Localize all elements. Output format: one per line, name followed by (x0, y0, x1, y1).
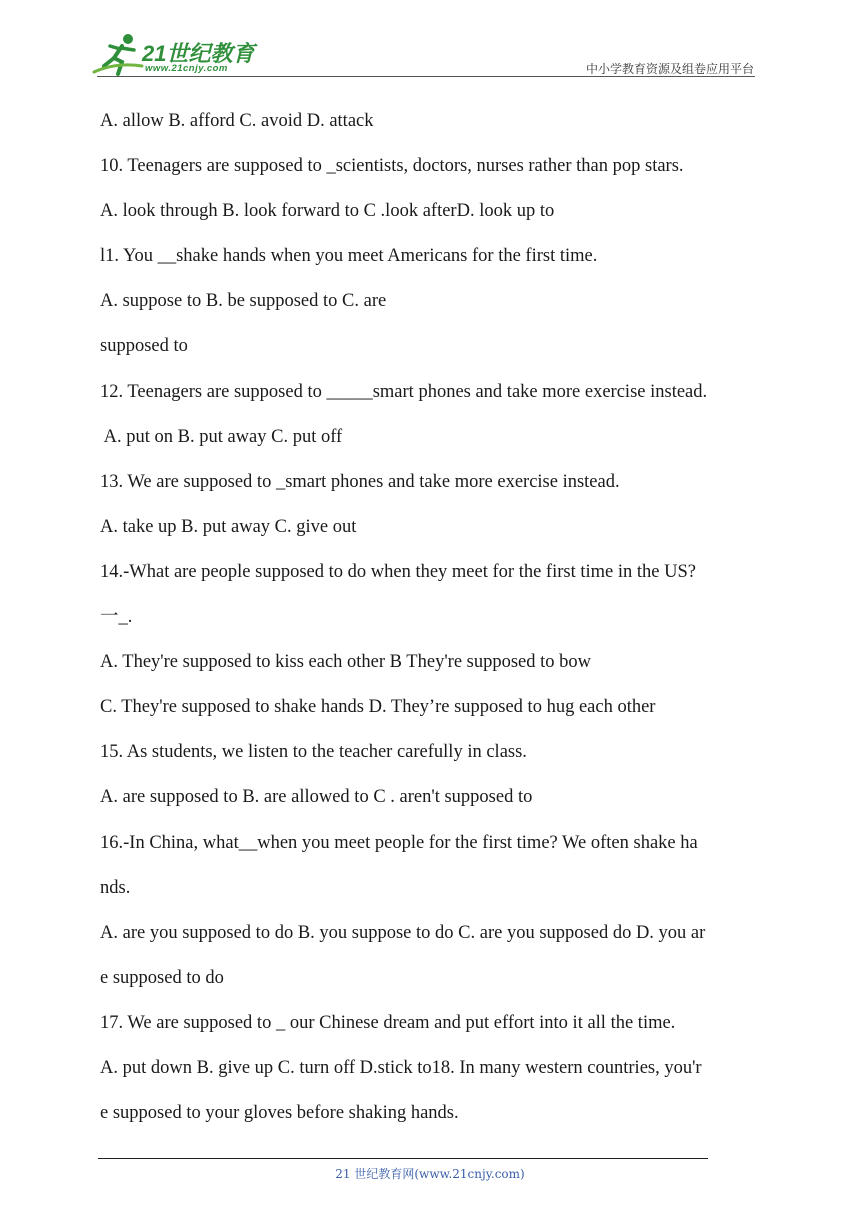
options-17-question-18: A. put down B. give up C. turn off D.stick to18. In many western countries, you'r (100, 1057, 702, 1078)
runner-icon (92, 32, 144, 78)
question-13: 13. We are supposed to _smart phones and take more exercise instead. (100, 471, 620, 492)
options-11: A. suppose to B. be supposed to C. are (100, 291, 387, 312)
question-10: 10. Teenagers are supposed to _scientists, doctors, nurses rather than pop stars. (100, 156, 684, 177)
options-12: A. put on B. put away C. put off (100, 426, 343, 447)
options-11-cont: supposed to (100, 336, 188, 357)
logo-url-text: www.21cnjy.com (145, 63, 228, 74)
question-12: 12. Teenagers are supposed to _____smart phones and take more exercise instead. (100, 381, 708, 402)
header-divider (97, 76, 755, 77)
question-16: 16.-In China, what__when you meet people for the first time? We often shake ha (100, 832, 698, 853)
text-line: A. allow B. afford C. avoid D. attack (100, 111, 374, 131)
options-13: A. take up B. put away C. give out (100, 516, 357, 537)
options-16-cont: e supposed to do (100, 967, 224, 988)
question-18-cont: e supposed to your gloves before shaking hands. (100, 1103, 459, 1124)
options-10: A. look through B. look forward to C .look afterD. look up to (100, 201, 555, 222)
options-16: A. are you supposed to do B. you suppose to do C. are you supposed do D. you ar (100, 922, 706, 943)
question-11: l1. You __shake hands when you meet Americans for the first time. (100, 246, 598, 267)
question-17: 17. We are supposed to _ our Chinese dream and put effort into it all the time. (100, 1012, 676, 1033)
logo-brand-text: 21世纪教育 (142, 41, 255, 66)
options-14-cd: C. They're supposed to shake hands D. They’re supposed to hug each other (100, 697, 656, 718)
header-tagline: 中小学教育资源及组卷应用平台 (585, 62, 754, 76)
options-14-ab: A. They're supposed to kiss each other B They're supposed to bow (100, 652, 592, 673)
question-15: 15. As students, we listen to the teacher carefully in class. (100, 742, 527, 763)
footer-divider (98, 1158, 708, 1159)
document-body (100, 106, 764, 1143)
site-logo (92, 32, 262, 78)
options-15: A. are supposed to B. are allowed to C . aren't supposed to (100, 787, 533, 808)
question-14: 14.-What are people supposed to do when they meet for the first time in the US? (100, 561, 696, 582)
footer-link[interactable]: 21 世纪教育网(www.21cnjy.com) (335, 1167, 525, 1181)
page-header (0, 0, 860, 90)
answer-blank-14: 一_. (100, 607, 133, 628)
question-16-cont: nds. (100, 877, 131, 898)
